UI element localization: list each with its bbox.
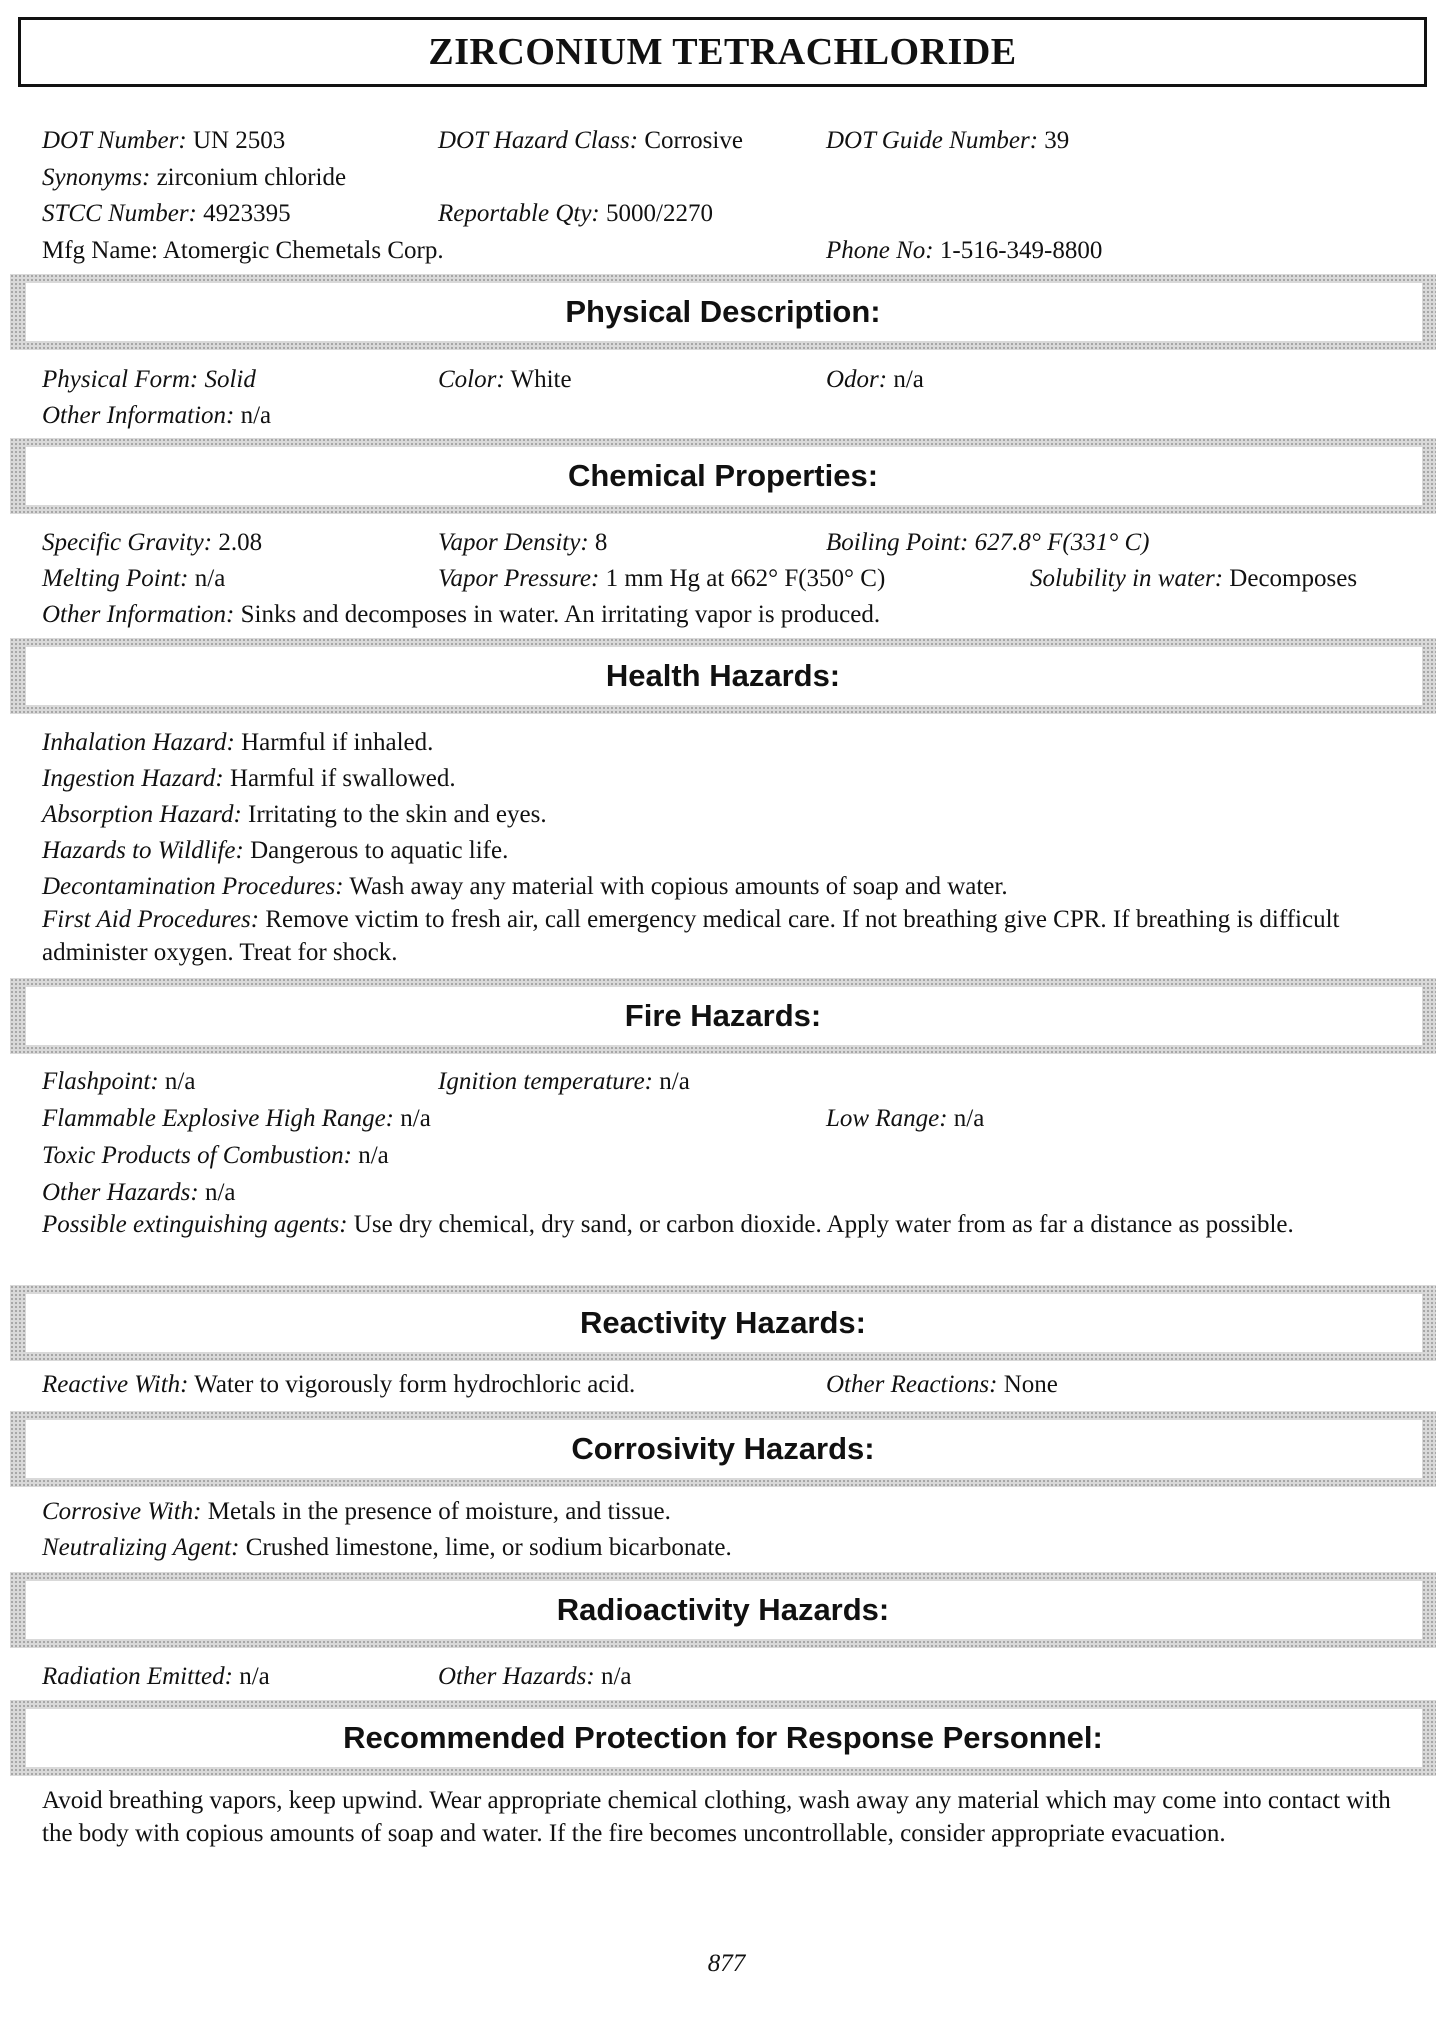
inhalation-hazard: Inhalation Hazard: Harmful if inhaled. <box>42 729 434 756</box>
mfg-name: Mfg Name: Atomergic Chemetals Corp. <box>42 237 444 264</box>
absorption-hazard: Absorption Hazard: Irritating to the skin and eyes. <box>42 801 547 828</box>
vapor-pressure: Vapor Pressure: 1 mm Hg at 662° F(350° C) <box>438 565 886 592</box>
physical-form: Physical Form: Solid <box>42 366 256 393</box>
dot-hazard-class: DOT Hazard Class: Corrosive <box>438 127 743 154</box>
color: Color: White <box>438 366 572 393</box>
section-heading: Chemical Properties: <box>567 458 879 493</box>
chemical-other-info: Other Information: Sinks and decomposes in water. An irritating vapor is produced. <box>42 601 881 628</box>
odor: Odor: n/a <box>826 366 924 393</box>
stcc-number: STCC Number: 4923395 <box>42 200 291 227</box>
fire-other-hazards: Other Hazards: n/a <box>42 1179 236 1206</box>
page-number: 877 <box>707 1950 746 1977</box>
section-heading: Recommended Protection for Response Personnel: <box>343 1720 1103 1755</box>
vapor-density: Vapor Density: 8 <box>438 529 608 556</box>
section-heading: Health Hazards: <box>605 658 841 693</box>
flammable-low-range: Low Range: n/a <box>826 1105 985 1132</box>
hazards-to-wildlife: Hazards to Wildlife: Dangerous to aquatic life. <box>42 837 509 864</box>
radioactivity-other-hazards: Other Hazards: n/a <box>438 1663 632 1690</box>
document-title: ZIRCONIUM TETRACHLORIDE <box>428 31 1017 73</box>
section-heading: Physical Description: <box>565 294 881 329</box>
corrosive-with: Corrosive With: Metals in the presence of moisture, and tissue. <box>42 1498 671 1525</box>
radioactivity-hazards-band <box>10 1572 1436 1648</box>
protection-text: Avoid breathing vapors, keep upwind. Wear appropriate chemical clothing, wash away any material which may come into contact with the body with copious amounts of soap and water. If the fire becomes uncontrollable, consider appropriate evacuation. <box>42 1787 1391 1847</box>
corrosivity-hazards-band <box>10 1411 1436 1487</box>
decontamination-procedures: Decontamination Procedures: Wash away any material with copious amounts of soap and water. <box>42 873 1008 900</box>
ingestion-hazard: Ingestion Hazard: Harmful if swallowed. <box>42 765 456 792</box>
flammable-high-range: Flammable Explosive High Range: n/a <box>42 1105 431 1132</box>
reportable-qty: Reportable Qty: 5000/2270 <box>438 200 713 227</box>
dot-guide-number: DOT Guide Number: 39 <box>826 127 1070 154</box>
reactive-with: Reactive With: Water to vigorously form hydrochloric acid. <box>42 1371 636 1398</box>
protection-band <box>10 1700 1436 1776</box>
physical-other-info: Other Information: n/a <box>42 402 272 429</box>
section-heading: Radioactivity Hazards: <box>556 1592 890 1627</box>
dot-number: DOT Number: UN 2503 <box>42 127 286 154</box>
radiation-emitted: Radiation Emitted: n/a <box>42 1663 270 1690</box>
toxic-products-of-combustion: Toxic Products of Combustion: n/a <box>42 1142 389 1169</box>
solubility-in-water: Solubility in water: Decomposes <box>1030 565 1358 592</box>
flashpoint: Flashpoint: n/a <box>42 1068 196 1095</box>
extinguishing-agents: Possible extinguishing agents: Use dry chemical, dry sand, or carbon dioxide. Apply water from as far a distance as possible. <box>42 1211 1294 1238</box>
chemical-properties-band <box>10 438 1436 514</box>
synonyms: Synonyms: zirconium chloride <box>42 164 347 191</box>
section-heading: Reactivity Hazards: <box>579 1305 866 1340</box>
melting-point: Melting Point: n/a <box>42 565 226 592</box>
neutralizing-agent: Neutralizing Agent: Crushed limestone, lime, or sodium bicarbonate. <box>42 1534 732 1561</box>
other-reactions: Other Reactions: None <box>826 1371 1058 1398</box>
fire-hazards-band <box>10 978 1436 1054</box>
ignition-temperature: Ignition temperature: n/a <box>438 1068 690 1095</box>
specific-gravity: Specific Gravity: 2.08 <box>42 529 263 556</box>
title-box <box>18 17 1427 87</box>
section-heading: Fire Hazards: <box>624 998 822 1033</box>
section-heading: Corrosivity Hazards: <box>571 1431 875 1466</box>
first-aid-procedures: First Aid Procedures: Remove victim to fresh air, call emergency medical care. If not breathing give CPR. If breathing is difficult administer oxygen. Treat for shock. <box>42 906 1340 966</box>
reactivity-hazards-band <box>10 1285 1436 1361</box>
physical-description-band <box>10 274 1436 350</box>
boiling-point: Boiling Point: 627.8° F(331° C) <box>826 529 1150 556</box>
phone-number: Phone No: 1-516-349-8800 <box>826 237 1103 264</box>
health-hazards-band <box>10 638 1436 714</box>
